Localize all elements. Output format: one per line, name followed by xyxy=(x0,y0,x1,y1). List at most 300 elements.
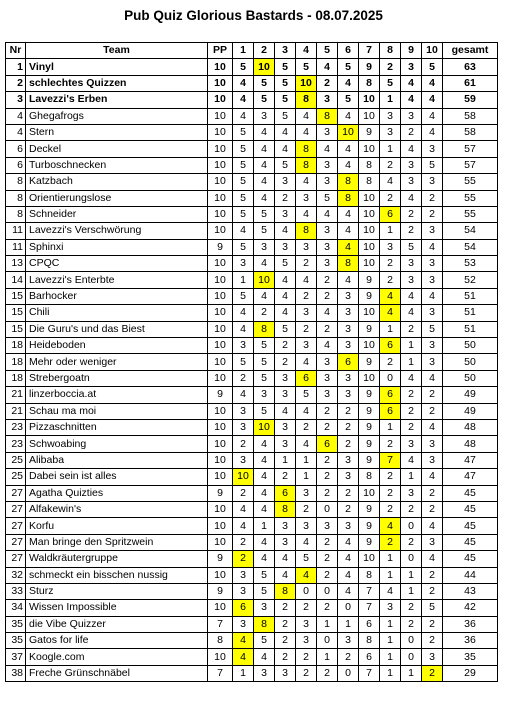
round-score-cell: 5 xyxy=(422,321,443,337)
round-score-cell: 1 xyxy=(380,633,401,649)
round-score-cell: 4 xyxy=(275,124,296,140)
round-score-cell: 4 xyxy=(254,485,275,501)
round-score-cell: 4 xyxy=(338,206,359,222)
round-score-cell: 3 xyxy=(317,387,338,403)
round-score-cell: 5 xyxy=(254,403,275,419)
round-score-cell: 9 xyxy=(359,321,380,337)
round-score-cell: 4 xyxy=(380,288,401,304)
round-score-cell: 4 xyxy=(401,452,422,468)
round-score-cell: 1 xyxy=(380,665,401,681)
round-score-cell: 4 xyxy=(275,288,296,304)
table-row xyxy=(6,354,498,370)
round-score-cell: 5 xyxy=(275,321,296,337)
round-score-cell: 5 xyxy=(233,157,254,173)
round-score-cell: 3 xyxy=(317,239,338,255)
pp-cell: 9 xyxy=(208,485,233,501)
round-score-cell: 5 xyxy=(275,92,296,108)
table-row xyxy=(6,256,498,272)
team-name-cell: Alfakewin's xyxy=(26,501,208,517)
round-score-cell: 2 xyxy=(422,567,443,583)
round-score-cell: 6 xyxy=(359,649,380,665)
round-score-cell: 1 xyxy=(233,665,254,681)
round-score-cell: 2 xyxy=(422,633,443,649)
table-row xyxy=(6,534,498,550)
round-score-cell: 9 xyxy=(359,501,380,517)
table-row xyxy=(6,124,498,140)
round-score-cell: 10 xyxy=(359,551,380,567)
round-score-cell: 2 xyxy=(422,583,443,599)
round-score-cell: 2 xyxy=(401,124,422,140)
total-cell: 54 xyxy=(443,223,498,239)
table-row xyxy=(6,600,498,616)
round-score-cell: 4 xyxy=(422,124,443,140)
round-score-cell: 2 xyxy=(296,649,317,665)
rank-cell: 23 xyxy=(6,436,26,452)
round-score-cell: 3 xyxy=(338,633,359,649)
round-score-cell: 3 xyxy=(275,206,296,222)
round-score-cell: 2 xyxy=(380,190,401,206)
round-score-cell: 8 xyxy=(338,190,359,206)
column-header: 1 xyxy=(233,43,254,59)
pp-cell: 10 xyxy=(208,567,233,583)
round-score-cell: 10 xyxy=(233,469,254,485)
round-score-cell: 0 xyxy=(317,501,338,517)
team-name-cell: Sphinxi xyxy=(26,239,208,255)
table-row xyxy=(6,305,498,321)
total-cell: 59 xyxy=(443,92,498,108)
pp-cell: 10 xyxy=(208,92,233,108)
round-score-cell: 3 xyxy=(296,190,317,206)
total-cell: 52 xyxy=(443,272,498,288)
round-score-cell: 3 xyxy=(317,92,338,108)
round-score-cell: 3 xyxy=(401,59,422,75)
round-score-cell: 3 xyxy=(233,256,254,272)
team-name-cell: Chili xyxy=(26,305,208,321)
round-score-cell: 5 xyxy=(233,59,254,75)
round-score-cell: 3 xyxy=(380,108,401,124)
rank-cell: 35 xyxy=(6,633,26,649)
pp-cell: 10 xyxy=(208,403,233,419)
round-score-cell: 2 xyxy=(275,600,296,616)
team-name-cell: Vinyl xyxy=(26,59,208,75)
team-name-cell: die Vibe Quizzer xyxy=(26,616,208,632)
rank-cell: 37 xyxy=(6,649,26,665)
round-score-cell: 2 xyxy=(380,354,401,370)
table-row xyxy=(6,370,498,386)
round-score-cell: 4 xyxy=(401,288,422,304)
total-cell: 45 xyxy=(443,485,498,501)
round-score-cell: 4 xyxy=(233,518,254,534)
team-name-cell: Turboschnecken xyxy=(26,157,208,173)
round-score-cell: 1 xyxy=(380,649,401,665)
team-name-cell: Korfu xyxy=(26,518,208,534)
round-score-cell: 3 xyxy=(338,452,359,468)
round-score-cell: 2 xyxy=(338,649,359,665)
round-score-cell: 4 xyxy=(233,305,254,321)
rank-cell: 27 xyxy=(6,534,26,550)
round-score-cell: 3 xyxy=(422,256,443,272)
round-score-cell: 6 xyxy=(359,616,380,632)
round-score-cell: 1 xyxy=(254,518,275,534)
table-row xyxy=(6,75,498,91)
round-score-cell: 3 xyxy=(296,518,317,534)
round-score-cell: 1 xyxy=(380,419,401,435)
pp-cell: 10 xyxy=(208,370,233,386)
round-score-cell: 2 xyxy=(275,616,296,632)
total-cell: 58 xyxy=(443,108,498,124)
table-row xyxy=(6,338,498,354)
round-score-cell: 4 xyxy=(296,567,317,583)
round-score-cell: 3 xyxy=(401,256,422,272)
round-score-cell: 4 xyxy=(338,534,359,550)
round-score-cell: 3 xyxy=(422,534,443,550)
rank-cell: 15 xyxy=(6,288,26,304)
round-score-cell: 1 xyxy=(296,452,317,468)
round-score-cell: 1 xyxy=(380,616,401,632)
round-score-cell: 4 xyxy=(233,321,254,337)
round-score-cell: 0 xyxy=(317,633,338,649)
round-score-cell: 5 xyxy=(254,370,275,386)
round-score-cell: 3 xyxy=(254,600,275,616)
rank-cell: 15 xyxy=(6,305,26,321)
team-name-cell: schlechtes Quizzen xyxy=(26,75,208,91)
round-score-cell: 2 xyxy=(380,272,401,288)
round-score-cell: 10 xyxy=(359,370,380,386)
round-score-cell: 2 xyxy=(422,485,443,501)
round-score-cell: 2 xyxy=(275,338,296,354)
round-score-cell: 4 xyxy=(380,305,401,321)
round-score-cell: 2 xyxy=(275,469,296,485)
round-score-cell: 2 xyxy=(317,288,338,304)
rank-cell: 8 xyxy=(6,206,26,222)
team-name-cell: Orientierungslose xyxy=(26,190,208,206)
round-score-cell: 3 xyxy=(275,534,296,550)
table-row xyxy=(6,551,498,567)
round-score-cell: 2 xyxy=(317,485,338,501)
rank-cell: 14 xyxy=(6,272,26,288)
total-cell: 36 xyxy=(443,633,498,649)
round-score-cell: 2 xyxy=(254,305,275,321)
table-row xyxy=(6,108,498,124)
team-name-cell: Man bringe den Spritzwein xyxy=(26,534,208,550)
round-score-cell: 3 xyxy=(317,124,338,140)
column-header: 6 xyxy=(338,43,359,59)
round-score-cell: 3 xyxy=(233,419,254,435)
round-score-cell: 2 xyxy=(317,403,338,419)
round-score-cell: 3 xyxy=(422,223,443,239)
pp-cell: 10 xyxy=(208,157,233,173)
header-row xyxy=(6,43,498,59)
total-cell: 53 xyxy=(443,256,498,272)
round-score-cell: 6 xyxy=(296,370,317,386)
round-score-cell: 3 xyxy=(338,469,359,485)
total-cell: 45 xyxy=(443,551,498,567)
round-score-cell: 9 xyxy=(359,534,380,550)
table-row xyxy=(6,469,498,485)
round-score-cell: 4 xyxy=(422,551,443,567)
round-score-cell: 3 xyxy=(233,452,254,468)
round-score-cell: 9 xyxy=(359,436,380,452)
team-name-cell: Stern xyxy=(26,124,208,140)
total-cell: 44 xyxy=(443,567,498,583)
round-score-cell: 4 xyxy=(296,124,317,140)
total-cell: 48 xyxy=(443,419,498,435)
round-score-cell: 5 xyxy=(422,157,443,173)
round-score-cell: 1 xyxy=(401,583,422,599)
round-score-cell: 4 xyxy=(254,436,275,452)
round-score-cell: 4 xyxy=(254,501,275,517)
round-score-cell: 1 xyxy=(401,469,422,485)
pp-cell: 10 xyxy=(208,75,233,91)
team-name-cell: Koogle.com xyxy=(26,649,208,665)
pp-cell: 10 xyxy=(208,518,233,534)
round-score-cell: 10 xyxy=(359,485,380,501)
round-score-cell: 3 xyxy=(338,288,359,304)
team-name-cell: Lavezzi's Erben xyxy=(26,92,208,108)
round-score-cell: 4 xyxy=(296,174,317,190)
round-score-cell: 2 xyxy=(317,419,338,435)
round-score-cell: 10 xyxy=(359,92,380,108)
round-score-cell: 4 xyxy=(338,157,359,173)
total-cell: 36 xyxy=(443,616,498,632)
pp-cell: 10 xyxy=(208,649,233,665)
column-header: 7 xyxy=(359,43,380,59)
round-score-cell: 4 xyxy=(422,370,443,386)
round-score-cell: 4 xyxy=(401,190,422,206)
round-score-cell: 5 xyxy=(254,633,275,649)
round-score-cell: 4 xyxy=(338,75,359,91)
round-score-cell: 4 xyxy=(254,174,275,190)
pp-cell: 10 xyxy=(208,141,233,157)
round-score-cell: 4 xyxy=(275,272,296,288)
round-score-cell: 2 xyxy=(380,59,401,75)
round-score-cell: 4 xyxy=(275,567,296,583)
round-score-cell: 2 xyxy=(317,469,338,485)
round-score-cell: 2 xyxy=(275,633,296,649)
total-cell: 47 xyxy=(443,469,498,485)
rank-cell: 21 xyxy=(6,403,26,419)
round-score-cell: 2 xyxy=(422,387,443,403)
round-score-cell: 4 xyxy=(401,141,422,157)
rank-cell: 18 xyxy=(6,338,26,354)
round-score-cell: 4 xyxy=(254,288,275,304)
table-row xyxy=(6,321,498,337)
rank-cell: 4 xyxy=(6,124,26,140)
column-header: gesamt xyxy=(443,43,498,59)
total-cell: 50 xyxy=(443,338,498,354)
round-score-cell: 3 xyxy=(275,174,296,190)
round-score-cell: 4 xyxy=(380,518,401,534)
round-score-cell: 4 xyxy=(254,124,275,140)
column-header: 8 xyxy=(380,43,401,59)
column-header: 10 xyxy=(422,43,443,59)
table-row xyxy=(6,157,498,173)
round-score-cell: 2 xyxy=(296,321,317,337)
round-score-cell: 3 xyxy=(422,436,443,452)
round-score-cell: 10 xyxy=(359,108,380,124)
round-score-cell: 4 xyxy=(233,633,254,649)
total-cell: 55 xyxy=(443,190,498,206)
round-score-cell: 4 xyxy=(233,501,254,517)
round-score-cell: 5 xyxy=(254,92,275,108)
round-score-cell: 5 xyxy=(275,256,296,272)
round-score-cell: 4 xyxy=(254,649,275,665)
total-cell: 49 xyxy=(443,403,498,419)
table-row xyxy=(6,59,498,75)
round-score-cell: 7 xyxy=(359,583,380,599)
round-score-cell: 2 xyxy=(317,567,338,583)
round-score-cell: 4 xyxy=(254,551,275,567)
round-score-cell: 4 xyxy=(233,92,254,108)
pp-cell: 10 xyxy=(208,534,233,550)
table-row xyxy=(6,518,498,534)
round-score-cell: 4 xyxy=(338,583,359,599)
team-name-cell: Schau ma moi xyxy=(26,403,208,419)
round-score-cell: 4 xyxy=(338,272,359,288)
rank-cell: 11 xyxy=(6,223,26,239)
round-score-cell: 5 xyxy=(254,338,275,354)
round-score-cell: 4 xyxy=(233,387,254,403)
round-score-cell: 1 xyxy=(380,92,401,108)
round-score-cell: 3 xyxy=(422,338,443,354)
round-score-cell: 5 xyxy=(233,288,254,304)
total-cell: 35 xyxy=(443,649,498,665)
round-score-cell: 4 xyxy=(338,108,359,124)
round-score-cell: 0 xyxy=(296,583,317,599)
rank-cell: 6 xyxy=(6,141,26,157)
round-score-cell: 2 xyxy=(422,616,443,632)
table-row xyxy=(6,567,498,583)
total-cell: 58 xyxy=(443,124,498,140)
rank-cell: 32 xyxy=(6,567,26,583)
table-row xyxy=(6,501,498,517)
round-score-cell: 3 xyxy=(233,583,254,599)
round-score-cell: 4 xyxy=(296,436,317,452)
team-name-cell: Mehr oder weniger xyxy=(26,354,208,370)
round-score-cell: 3 xyxy=(422,141,443,157)
round-score-cell: 6 xyxy=(380,387,401,403)
round-score-cell: 5 xyxy=(233,354,254,370)
round-score-cell: 4 xyxy=(422,239,443,255)
team-name-cell: Alibaba xyxy=(26,452,208,468)
team-name-cell: Die Guru's und das Biest xyxy=(26,321,208,337)
total-cell: 47 xyxy=(443,452,498,468)
results-table xyxy=(5,42,498,682)
round-score-cell: 2 xyxy=(401,501,422,517)
round-score-cell: 2 xyxy=(401,534,422,550)
pp-cell: 10 xyxy=(208,452,233,468)
round-score-cell: 2 xyxy=(380,501,401,517)
round-score-cell: 3 xyxy=(275,665,296,681)
round-score-cell: 10 xyxy=(359,338,380,354)
round-score-cell: 4 xyxy=(422,92,443,108)
round-score-cell: 2 xyxy=(338,419,359,435)
round-score-cell: 2 xyxy=(317,534,338,550)
round-score-cell: 7 xyxy=(380,452,401,468)
round-score-cell: 2 xyxy=(422,501,443,517)
team-name-cell: Ghegafrogs xyxy=(26,108,208,124)
round-score-cell: 1 xyxy=(338,616,359,632)
pp-cell: 8 xyxy=(208,633,233,649)
rank-cell: 34 xyxy=(6,600,26,616)
rank-cell: 18 xyxy=(6,370,26,386)
round-score-cell: 8 xyxy=(359,174,380,190)
rank-cell: 27 xyxy=(6,501,26,517)
pp-cell: 10 xyxy=(208,288,233,304)
pp-cell: 10 xyxy=(208,124,233,140)
round-score-cell: 8 xyxy=(254,616,275,632)
round-score-cell: 4 xyxy=(380,583,401,599)
team-name-cell: Gatos for life xyxy=(26,633,208,649)
total-cell: 50 xyxy=(443,354,498,370)
table-row xyxy=(6,223,498,239)
round-score-cell: 4 xyxy=(254,157,275,173)
round-score-cell: 6 xyxy=(275,485,296,501)
rank-cell: 3 xyxy=(6,92,26,108)
total-cell: 54 xyxy=(443,239,498,255)
round-score-cell: 4 xyxy=(254,534,275,550)
round-score-cell: 0 xyxy=(380,370,401,386)
pp-cell: 7 xyxy=(208,665,233,681)
round-score-cell: 3 xyxy=(254,665,275,681)
table-row xyxy=(6,419,498,435)
round-score-cell: 5 xyxy=(338,59,359,75)
pp-cell: 10 xyxy=(208,321,233,337)
rank-cell: 1 xyxy=(6,59,26,75)
round-score-cell: 4 xyxy=(275,223,296,239)
round-score-cell: 9 xyxy=(359,272,380,288)
round-score-cell: 9 xyxy=(359,419,380,435)
round-score-cell: 4 xyxy=(296,206,317,222)
team-name-cell: Freche Grünschnäbel xyxy=(26,665,208,681)
round-score-cell: 8 xyxy=(275,501,296,517)
round-score-cell: 4 xyxy=(422,108,443,124)
round-score-cell: 3 xyxy=(338,338,359,354)
round-score-cell: 2 xyxy=(317,665,338,681)
round-score-cell: 3 xyxy=(401,272,422,288)
round-score-cell: 1 xyxy=(317,649,338,665)
table-row xyxy=(6,239,498,255)
column-header: 9 xyxy=(401,43,422,59)
round-score-cell: 4 xyxy=(422,469,443,485)
round-score-cell: 2 xyxy=(338,485,359,501)
round-score-cell: 2 xyxy=(380,534,401,550)
pp-cell: 10 xyxy=(208,338,233,354)
round-score-cell: 4 xyxy=(296,272,317,288)
round-score-cell: 4 xyxy=(317,206,338,222)
table-row xyxy=(6,436,498,452)
round-score-cell: 5 xyxy=(317,190,338,206)
rank-cell: 25 xyxy=(6,469,26,485)
round-score-cell: 0 xyxy=(401,518,422,534)
round-score-cell: 5 xyxy=(233,206,254,222)
round-score-cell: 5 xyxy=(254,75,275,91)
round-score-cell: 10 xyxy=(359,141,380,157)
table-row xyxy=(6,272,498,288)
total-cell: 51 xyxy=(443,321,498,337)
round-score-cell: 5 xyxy=(380,75,401,91)
round-score-cell: 3 xyxy=(401,174,422,190)
pp-cell: 10 xyxy=(208,59,233,75)
round-score-cell: 3 xyxy=(296,485,317,501)
rank-cell: 18 xyxy=(6,354,26,370)
rank-cell: 8 xyxy=(6,190,26,206)
round-score-cell: 4 xyxy=(296,403,317,419)
round-score-cell: 3 xyxy=(401,436,422,452)
round-score-cell: 3 xyxy=(275,436,296,452)
total-cell: 63 xyxy=(443,59,498,75)
round-score-cell: 2 xyxy=(380,469,401,485)
